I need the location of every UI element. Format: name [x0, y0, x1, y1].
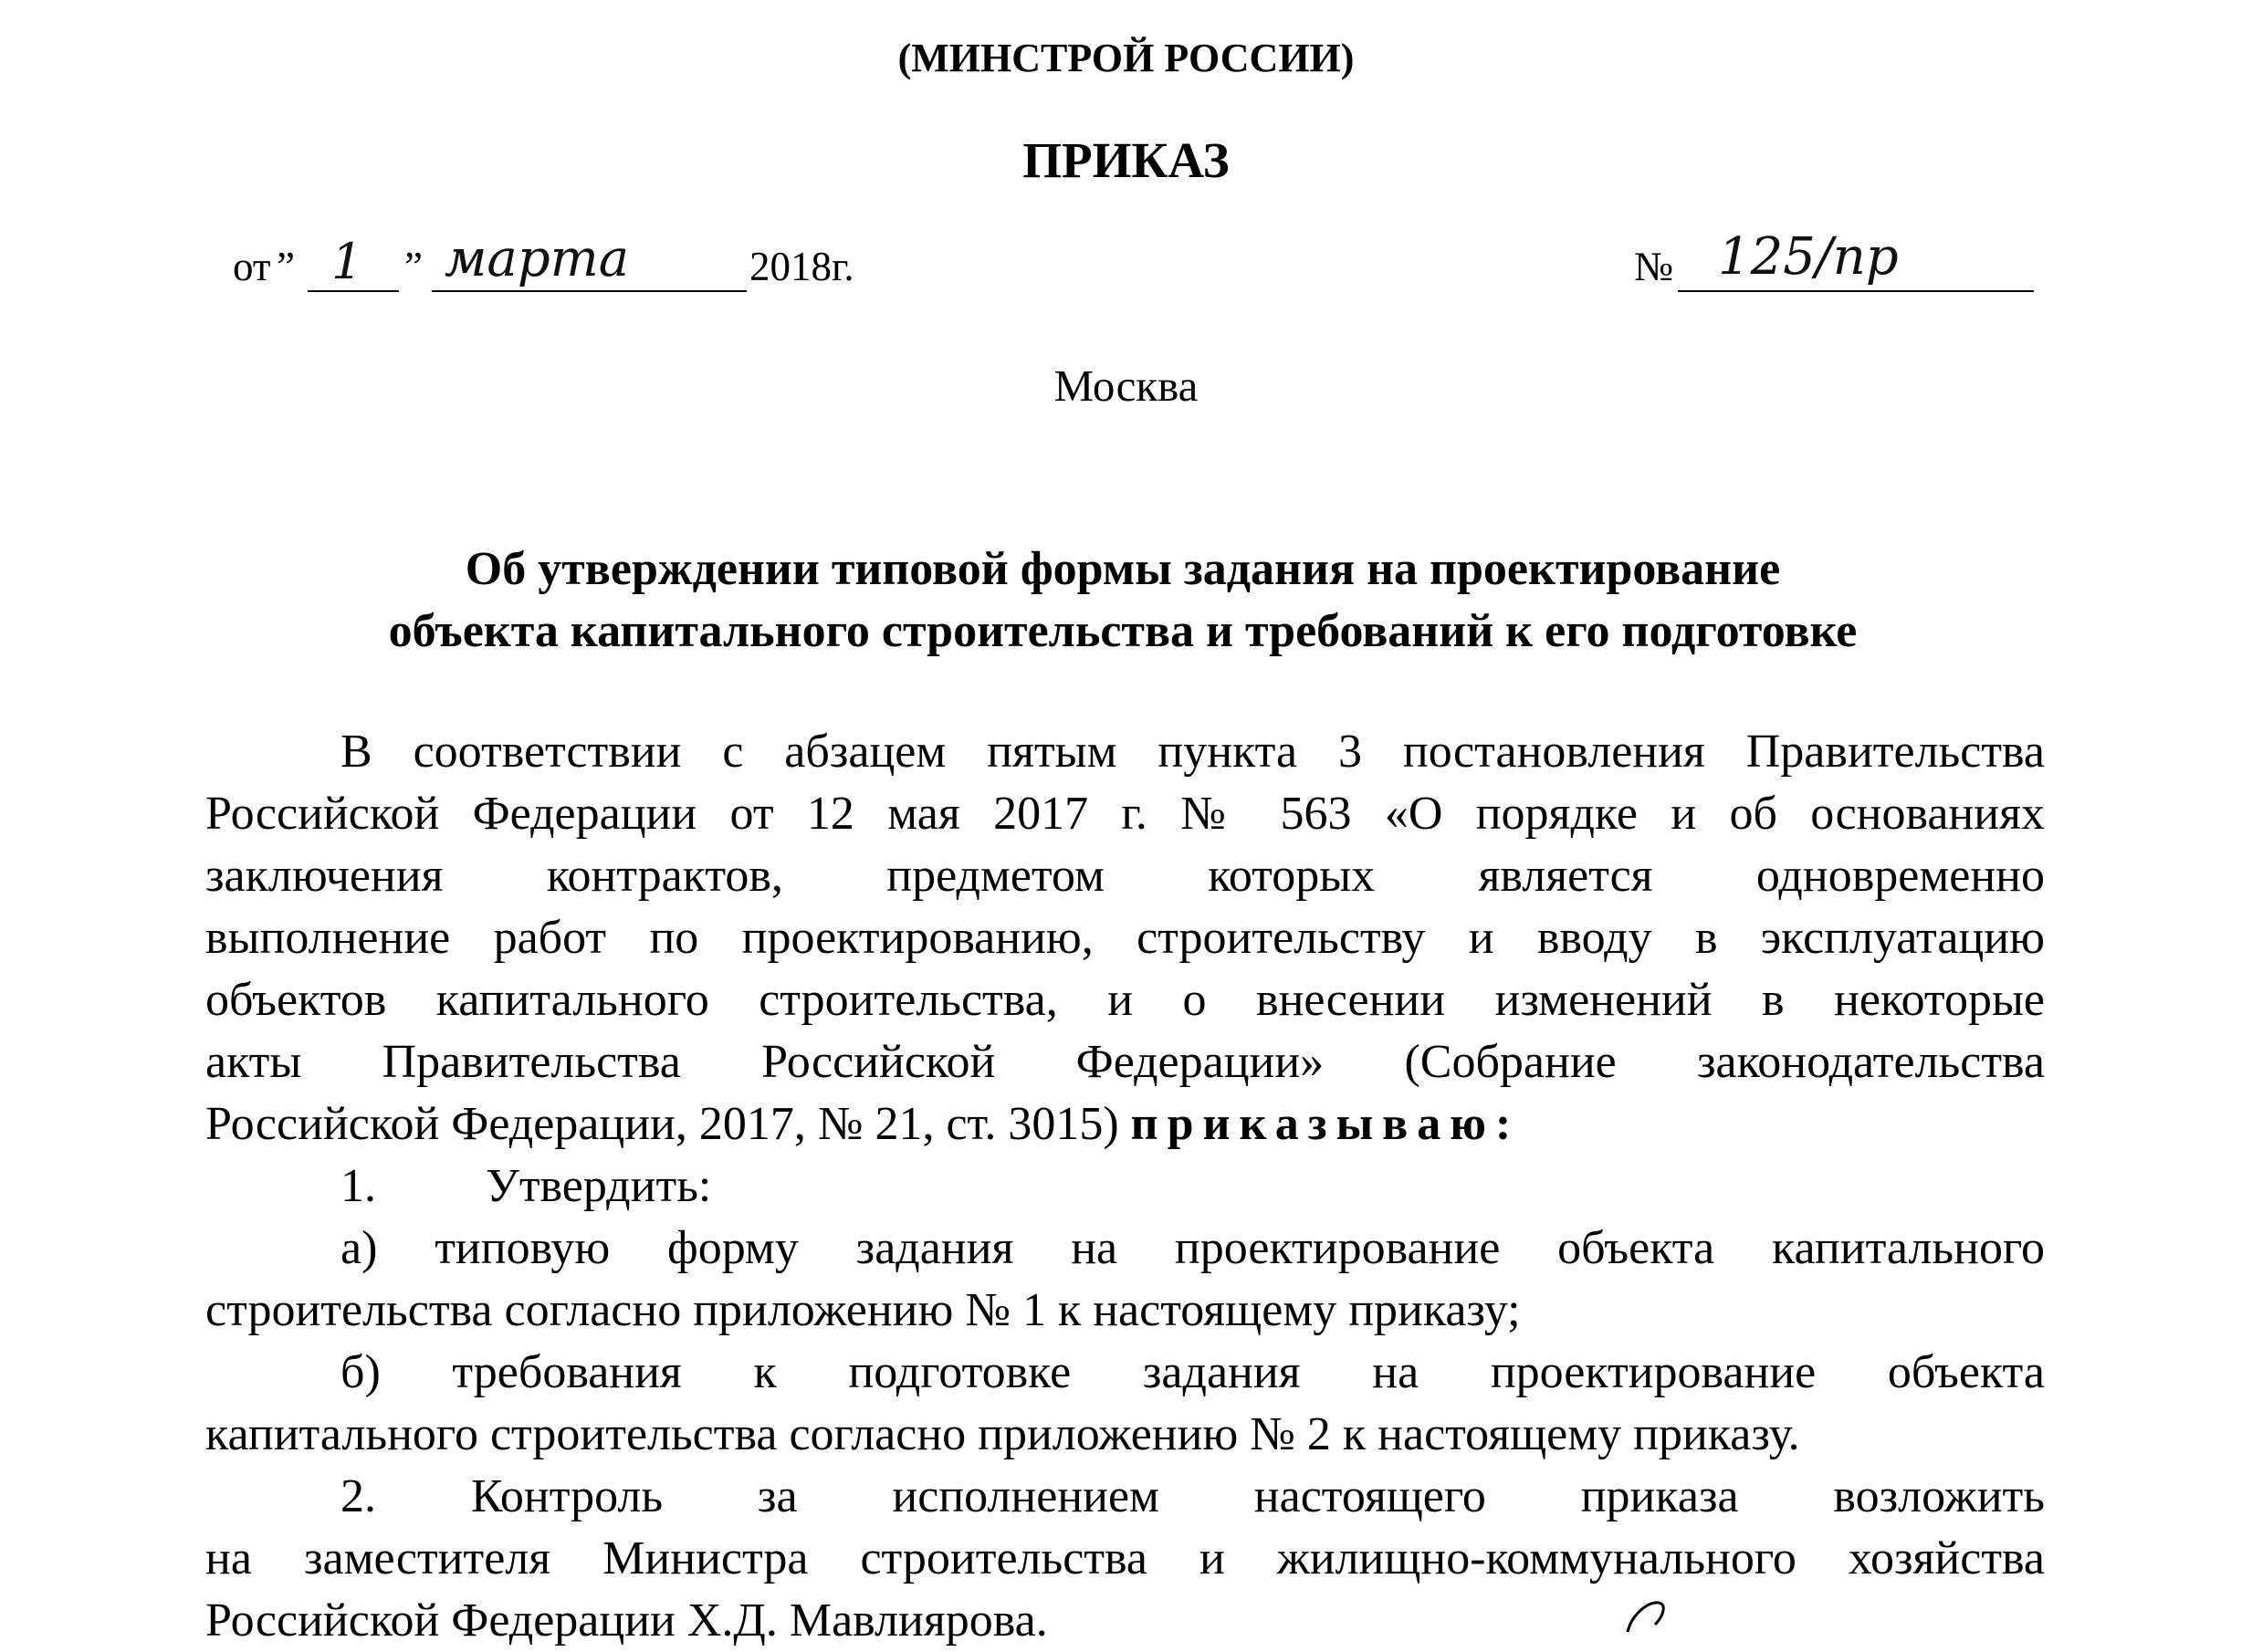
- preamble-line-5: объектов капитального строительства, и о внесении изменений в некоторые: [205, 974, 2045, 1026]
- preamble-line-2: Российской Федерации от 12 мая 2017 г. № 563 «О порядке и об основаниях: [205, 788, 2045, 840]
- item-b-line-2: капитального строительства согласно приложению № 2 к настоящему приказу.: [205, 1408, 1800, 1460]
- date-year: 2018г.: [749, 244, 854, 289]
- title-line-2: объекта капитального строительства и требований к его подготовке: [388, 605, 1858, 657]
- preamble-line-1: В соответствии с абзацем пятым пункта 3 постановления Правительства: [340, 726, 2045, 778]
- document-type-heading: ПРИКАЗ: [1022, 132, 1230, 188]
- preamble-line-4: выполнение работ по проектированию, строительству и вводу в эксплуатацию: [205, 912, 2045, 964]
- item-2-line-1: 2. Контроль за исполнением настоящего приказа возложить: [340, 1470, 2045, 1522]
- item-1: [205, 1155, 2045, 1218]
- month-underline: [432, 290, 747, 292]
- item-a-line-1: а) типовую форму задания на проектирование объекта капитального: [340, 1222, 2045, 1274]
- item-1-number: 1.: [340, 1160, 376, 1212]
- date-prefix: от: [233, 244, 271, 289]
- day-underline: [308, 290, 399, 292]
- item-b-line-1: б) требования к подготовке задания на проектирование объекта: [340, 1346, 2045, 1398]
- handwritten-order-number: 125/пр: [1718, 227, 1899, 287]
- order-command-word: приказываю:: [1130, 1098, 1521, 1150]
- preamble-line-6: акты Правительства Российской Федерации» (Собрание законодательства: [205, 1036, 2045, 1088]
- handwritten-month: марта: [445, 229, 630, 288]
- preamble-line-7: [205, 1093, 2045, 1155]
- preamble-last-text: Российской Федерации, 2017, № 21, ст. 3015): [205, 1098, 1119, 1150]
- document-body: [205, 721, 2045, 1652]
- item-2-line-2: на заместителя Министра строительства и жилищно-коммунального хозяйства: [205, 1532, 2045, 1584]
- number-underline: [1678, 290, 2034, 292]
- title-line-1: Об утверждении типовой формы задания на проектирование: [465, 543, 1781, 595]
- number-sign: №: [1634, 244, 1673, 289]
- signature-stroke-icon: [1620, 1597, 1684, 1633]
- item-2-line-3: Российской Федерации Х.Д. Мавлиярова.: [205, 1594, 1048, 1647]
- item-a-line-2: строительства согласно приложению № 1 к настоящему приказу;: [205, 1284, 1521, 1336]
- ministry-abbreviation: (МИНСТРОЙ РОССИИ): [897, 36, 1355, 80]
- date-quote-open: ”: [277, 244, 295, 289]
- order-number-line: [1634, 227, 2045, 303]
- document-title: [205, 538, 2040, 663]
- item-1-text: Утвердить:: [486, 1160, 712, 1212]
- preamble-line-3: заключения контрактов, предметом которых является одновременно: [205, 850, 2045, 902]
- handwritten-day: 1: [331, 233, 363, 290]
- date-quote-close: ”: [404, 244, 423, 289]
- city-name: Москва: [1053, 361, 1199, 411]
